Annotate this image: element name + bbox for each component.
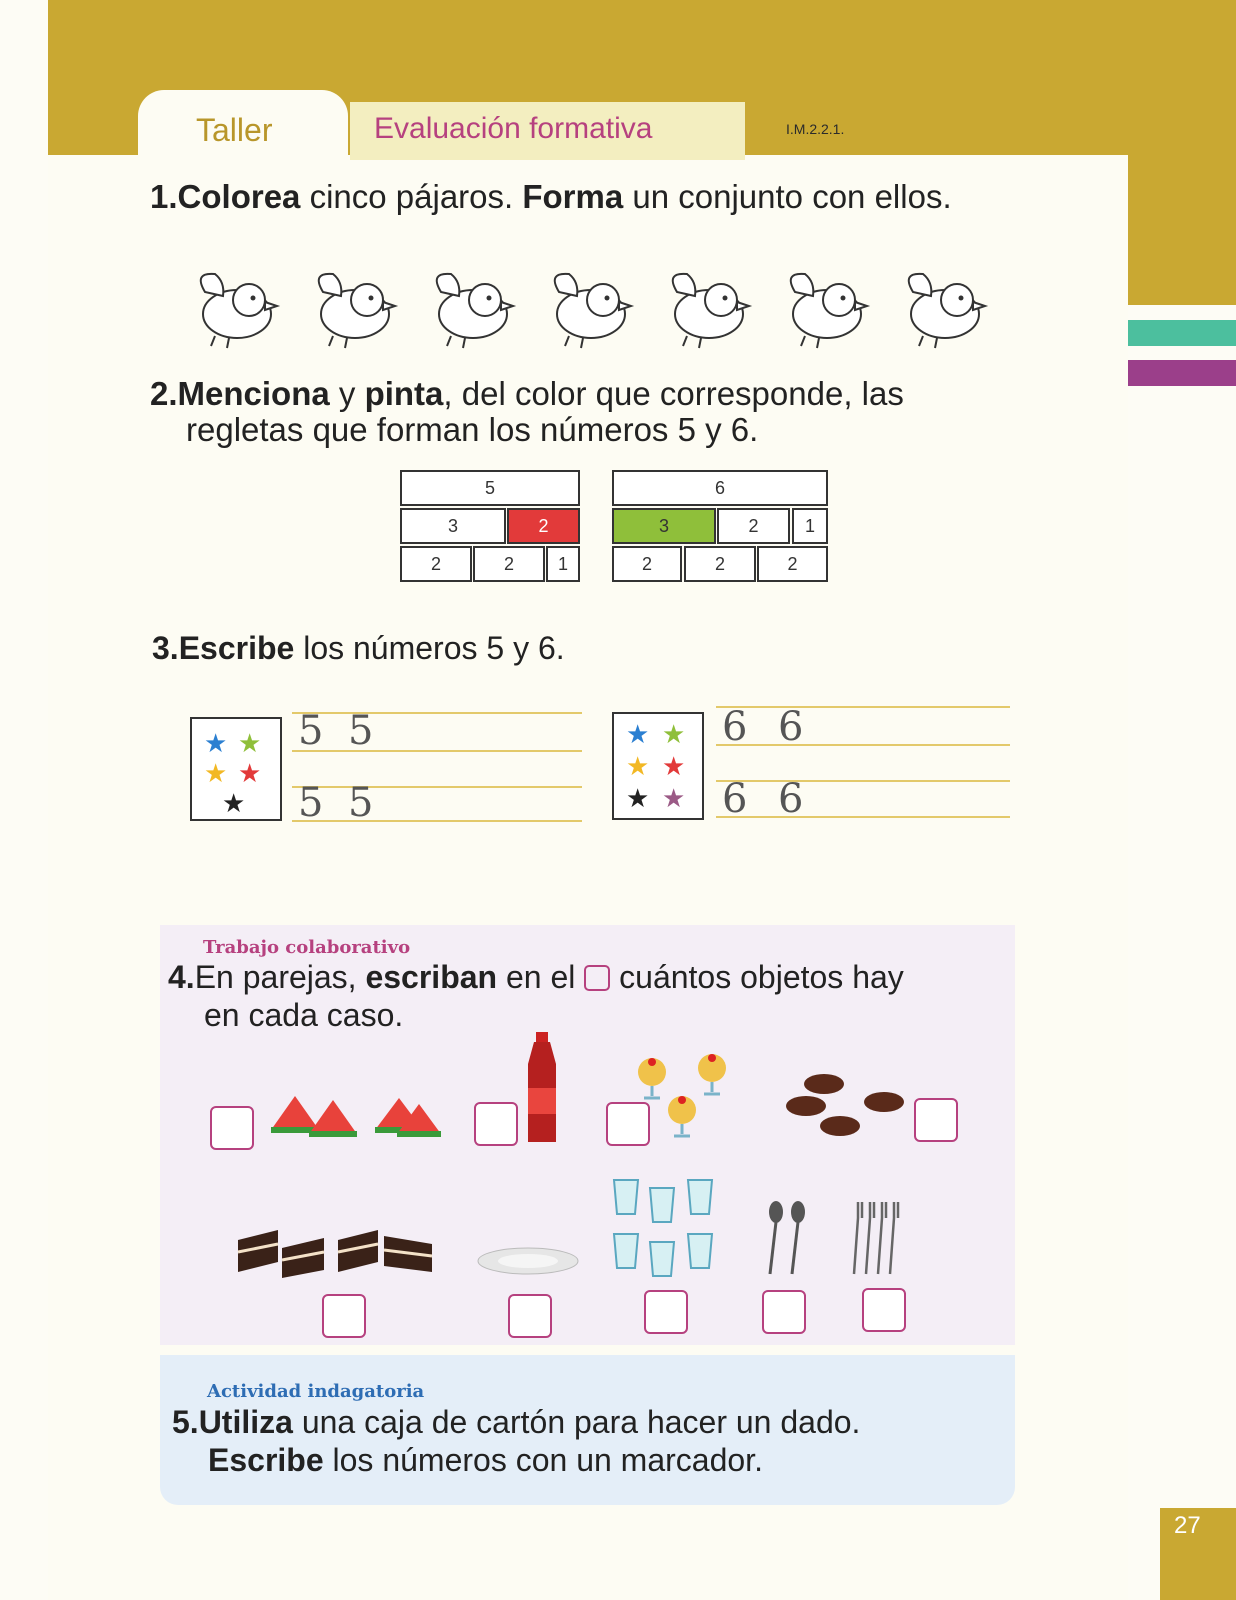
page-number: 27 bbox=[1174, 1512, 1201, 1539]
donut-icon bbox=[782, 1070, 912, 1140]
rod-3[interactable]: 3 bbox=[400, 508, 506, 544]
rod-1[interactable]: 1 bbox=[546, 546, 580, 582]
teal-stripe bbox=[1128, 320, 1236, 346]
side-band bbox=[1128, 0, 1236, 305]
trace-digit[interactable]: 6 bbox=[722, 776, 748, 822]
watermelon-icon bbox=[265, 1090, 445, 1146]
tab-evaluacion bbox=[350, 102, 745, 160]
skill-code: I.M.2.2.1. bbox=[786, 121, 845, 137]
q3-verb-escribe: Escribe bbox=[178, 630, 295, 666]
rod-2[interactable]: 2 bbox=[757, 546, 828, 582]
rod-2[interactable]: 2 bbox=[473, 546, 545, 582]
rod-5[interactable]: 5 bbox=[400, 470, 580, 506]
bird-icon[interactable] bbox=[303, 262, 401, 350]
q4-line-2: en cada caso. bbox=[204, 997, 404, 1033]
birds-row bbox=[185, 262, 1025, 352]
star-icon: ★ bbox=[662, 784, 686, 814]
trace-digit[interactable]: 5 bbox=[348, 708, 374, 754]
q2-line-2: regletas que forman los números 5 y 6. bbox=[186, 411, 759, 448]
bird-icon[interactable] bbox=[775, 262, 873, 350]
question-2 bbox=[150, 376, 1010, 448]
question-4 bbox=[168, 958, 1008, 1034]
trace-digit[interactable]: 6 bbox=[778, 776, 804, 822]
rod-2[interactable]: 2 bbox=[612, 546, 682, 582]
star-icon: ★ bbox=[626, 784, 650, 814]
answer-box-icon bbox=[584, 965, 610, 991]
q2-verb-pinta: pinta bbox=[364, 375, 444, 412]
trace-digit[interactable]: 5 bbox=[298, 708, 324, 754]
trace-digit[interactable]: 6 bbox=[778, 704, 804, 750]
star-icon: ★ bbox=[662, 720, 686, 750]
question-1 bbox=[150, 178, 952, 216]
tab-evaluacion-label: Evaluación formativa bbox=[374, 112, 653, 145]
rod-2[interactable]: 2 bbox=[400, 546, 472, 582]
answer-box-donut[interactable] bbox=[914, 1098, 958, 1142]
q5-text-2: los números con un marcador. bbox=[323, 1442, 763, 1478]
q5-text-1: una caja de cartón para hacer un dado. bbox=[292, 1404, 861, 1440]
star-icon: ★ bbox=[204, 729, 228, 759]
ice-cream-cup-icon bbox=[630, 1050, 740, 1142]
question-3 bbox=[152, 630, 565, 667]
stars-five-box bbox=[190, 717, 282, 821]
answer-box-glass[interactable] bbox=[644, 1290, 688, 1334]
tab-taller bbox=[138, 90, 348, 162]
tab-taller-label: Taller bbox=[196, 112, 273, 148]
star-icon: ★ bbox=[662, 752, 686, 782]
plate-icon bbox=[476, 1246, 580, 1276]
answer-box-bottle[interactable] bbox=[474, 1102, 518, 1146]
q5-verb-escribe: Escribe bbox=[208, 1442, 324, 1478]
bird-icon[interactable] bbox=[185, 262, 283, 350]
rod-2-red[interactable]: 2 bbox=[507, 508, 580, 544]
fork-icon bbox=[848, 1200, 908, 1276]
rod-2[interactable]: 2 bbox=[717, 508, 790, 544]
q1-text-1: cinco pájaros. bbox=[300, 178, 523, 215]
star-icon: ★ bbox=[626, 752, 650, 782]
q1-text-2: un conjunto con ellos. bbox=[623, 178, 952, 215]
q2-number: 2. bbox=[150, 375, 178, 412]
spoon-icon bbox=[762, 1200, 812, 1276]
answer-box-spoon[interactable] bbox=[762, 1290, 806, 1334]
question-5 bbox=[172, 1403, 1002, 1479]
rod-3-green[interactable]: 3 bbox=[612, 508, 716, 544]
q3-text-1: los números 5 y 6. bbox=[294, 630, 565, 666]
writing-lines-five bbox=[292, 708, 582, 826]
q4-number: 4. bbox=[168, 959, 195, 995]
star-icon: ★ bbox=[238, 729, 262, 759]
stars-six-box bbox=[612, 712, 704, 820]
q2-text-2: , del color que corresponde, las bbox=[443, 375, 904, 412]
trace-digit[interactable]: 5 bbox=[348, 780, 374, 826]
q5-line-2 bbox=[172, 1441, 1002, 1479]
star-icon: ★ bbox=[626, 720, 650, 750]
answer-box-watermelon[interactable] bbox=[210, 1106, 254, 1150]
rod-6[interactable]: 6 bbox=[612, 470, 828, 506]
purple-stripe bbox=[1128, 360, 1236, 386]
cake-slice-icon bbox=[232, 1222, 442, 1284]
star-icon: ★ bbox=[222, 789, 246, 819]
q3-number: 3. bbox=[152, 630, 179, 666]
q1-verb-forma: Forma bbox=[522, 178, 624, 215]
glass-icon bbox=[608, 1178, 720, 1282]
answer-box-fork[interactable] bbox=[862, 1288, 906, 1332]
rod-1[interactable]: 1 bbox=[792, 508, 828, 544]
q1-verb-colorea: Colorea bbox=[177, 178, 301, 215]
bird-icon[interactable] bbox=[657, 262, 755, 350]
indag-label: Actividad indagatoria bbox=[207, 1381, 425, 1402]
writing-lines-six bbox=[716, 704, 1010, 822]
q4-text-3: cuántos objetos hay bbox=[610, 959, 904, 995]
q4-text-1: En parejas, bbox=[194, 959, 366, 995]
bird-icon[interactable] bbox=[539, 262, 637, 350]
star-icon: ★ bbox=[238, 759, 262, 789]
q4-verb-escriban: escriban bbox=[365, 959, 498, 995]
q1-number: 1. bbox=[150, 178, 178, 215]
trace-digit[interactable]: 5 bbox=[298, 780, 324, 826]
q5-number: 5. bbox=[172, 1404, 199, 1440]
answer-box-cake[interactable] bbox=[322, 1294, 366, 1338]
q2-text-1: y bbox=[329, 375, 365, 412]
soda-bottle-icon bbox=[522, 1030, 562, 1146]
collab-label: Trabajo colaborativo bbox=[203, 937, 411, 958]
trace-digit[interactable]: 6 bbox=[722, 704, 748, 750]
q2-verb-menciona: Menciona bbox=[177, 375, 330, 412]
bird-icon[interactable] bbox=[893, 262, 991, 350]
rod-2[interactable]: 2 bbox=[684, 546, 756, 582]
q4-text-2: en el bbox=[497, 959, 585, 995]
q5-verb-utiliza: Utiliza bbox=[198, 1404, 293, 1440]
bird-icon[interactable] bbox=[421, 262, 519, 350]
star-icon: ★ bbox=[204, 759, 228, 789]
answer-box-plate[interactable] bbox=[508, 1294, 552, 1338]
